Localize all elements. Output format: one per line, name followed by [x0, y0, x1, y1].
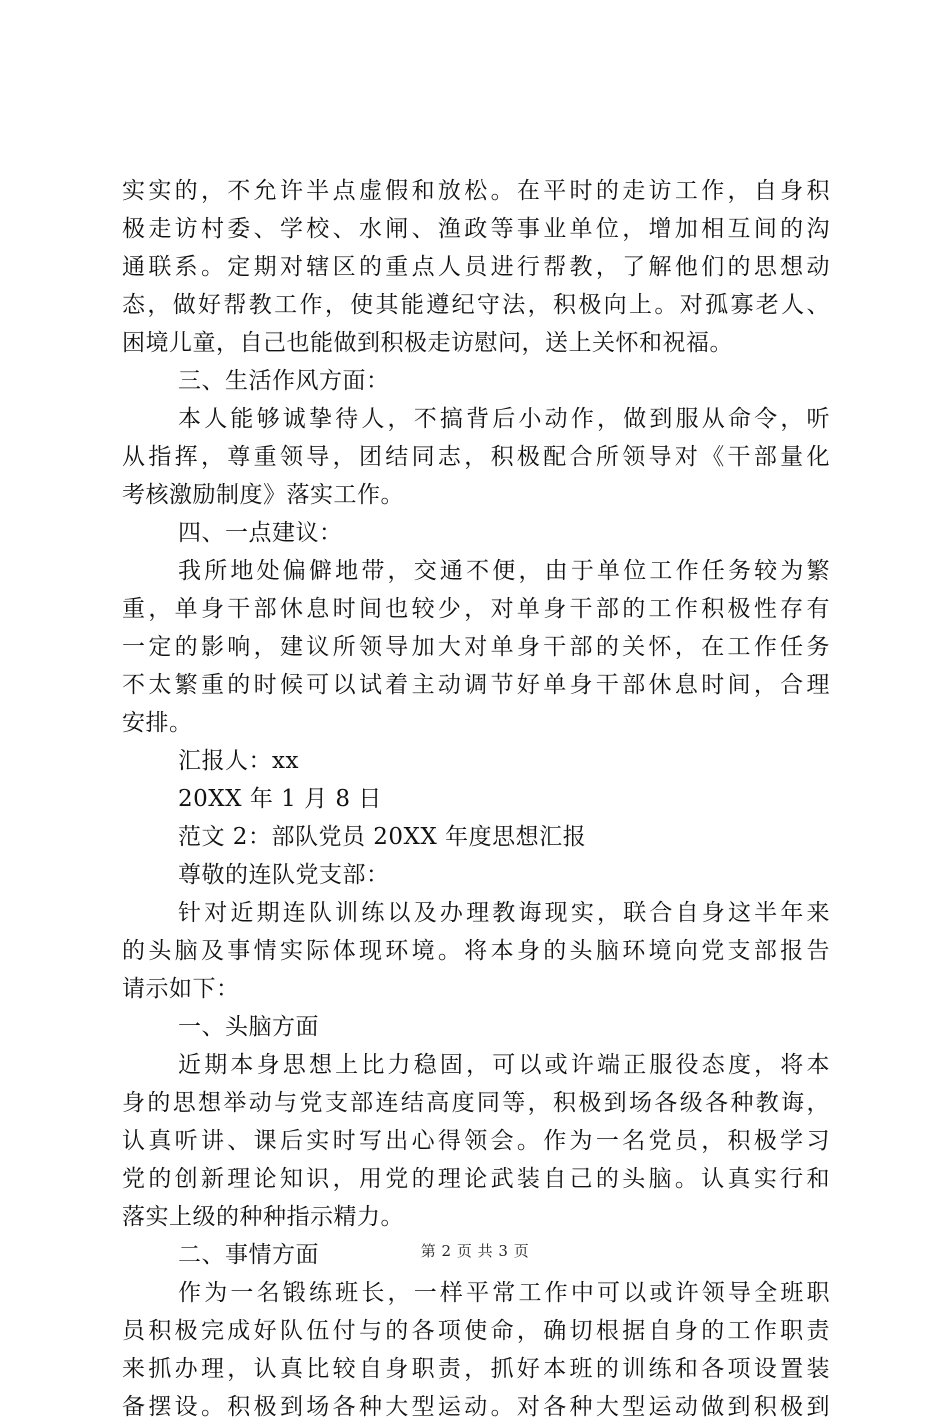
text-line: 身的思想举动与党支部连结高度同等，积极到场各级各种教诲，	[122, 1090, 830, 1116]
salutation: 尊敬的连队党支部：	[178, 862, 390, 888]
text-line: 态，做好帮教工作，使其能遵纪守法，积极向上。对孤寡老人、	[122, 292, 830, 318]
date-line: 20XX 年 1 月 8 日	[178, 786, 382, 812]
section-heading: 一、头脑方面	[178, 1014, 319, 1040]
text-line: 作为一名锻练班长，一样平常工作中可以或许领导全班职	[178, 1280, 830, 1306]
text-line: 认真听讲、课后实时写出心得领会。作为一名党员，积极学习	[122, 1128, 830, 1154]
text-line: 党的创新理论知识，用党的理论武装自己的头脑。认真实行和	[122, 1166, 830, 1192]
text-line: 一定的影响，建议所领导加大对单身干部的关怀，在工作任务	[122, 634, 830, 660]
section-heading: 三、生活作风方面：	[178, 368, 390, 394]
reporter-line: 汇报人：xx	[178, 748, 299, 774]
text-line: 来抓办理，认真比较自身职责，抓好本班的训练和各项设置装	[122, 1356, 830, 1382]
text-line: 我所地处偏僻地带，交通不便，由于单位工作任务较为繁	[178, 558, 830, 584]
text-line: 从指挥，尊重领导，团结同志，积极配合所领导对《干部量化	[122, 444, 830, 470]
text-line: 针对近期连队训练以及办理教诲现实，联合自身这半年来	[178, 900, 830, 926]
document-body	[122, 172, 830, 1426]
text-line: 员积极完成好队伍付与的各项使命，确切根据自身的工作职责	[122, 1318, 830, 1344]
page-footer	[0, 1240, 950, 1261]
sample-title: 范文 2：部队党员 20XX 年度思想汇报	[178, 824, 587, 850]
text-line: 请示如下：	[122, 976, 240, 1002]
text-line: 困境儿童，自己也能做到积极走访慰问，送上关怀和祝福。	[122, 330, 733, 356]
text-line: 通联系。定期对辖区的重点人员进行帮教，了解他们的思想动	[122, 254, 830, 280]
text-line: 极走访村委、学校、水闸、渔政等事业单位，增加相互间的沟	[122, 216, 830, 242]
text-line: 考核激励制度》落实工作。	[122, 482, 404, 508]
section-heading: 二、事情方面	[178, 1242, 319, 1268]
text-line: 安排。	[122, 710, 193, 736]
text-line: 近期本身思想上比力稳固，可以或许端正服役态度，将本	[178, 1052, 830, 1078]
section-heading: 四、一点建议：	[178, 520, 343, 546]
text-line: 的头脑及事情实际体现环境。将本身的头脑环境向党支部报告	[122, 938, 830, 964]
page-number: 第 2 页 共 3 页	[420, 1242, 530, 1260]
text-line: 落实上级的种种指示精力。	[122, 1204, 404, 1230]
text-line: 本人能够诚挚待人，不搞背后小动作，做到服从命令，听	[178, 406, 830, 432]
text-line: 实实的，不允许半点虚假和放松。在平时的走访工作，自身积	[122, 178, 830, 204]
text-line: 重，单身干部休息时间也较少，对单身干部的工作积极性存有	[122, 596, 830, 622]
text-line: 备摆设。积极到场各种大型运动。对各种大型运动做到积极到	[122, 1394, 830, 1420]
text-line: 不太繁重的时候可以试着主动调节好单身干部休息时间，合理	[122, 672, 830, 698]
